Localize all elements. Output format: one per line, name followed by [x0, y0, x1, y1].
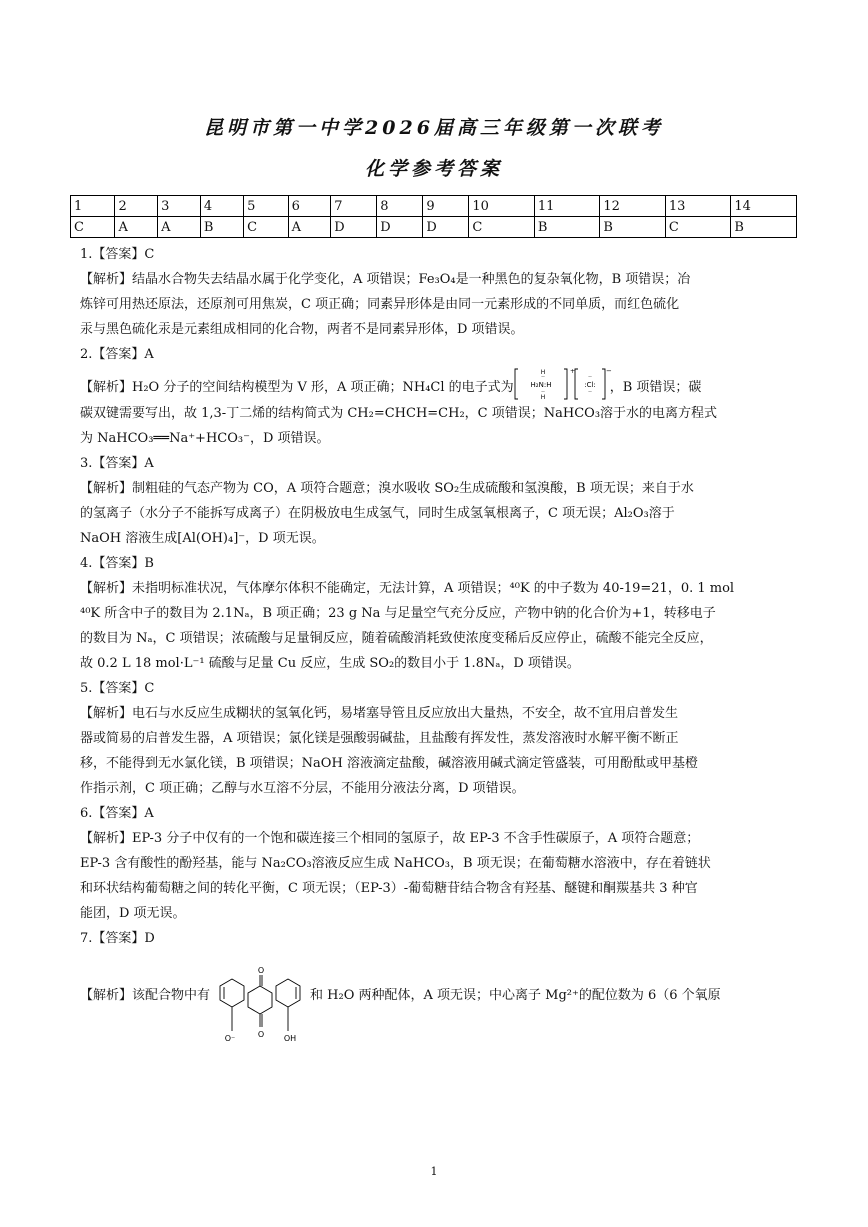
explanation-line: 移，不能得到无水氯化镁，B 项错误；NaOH 溶液滴定盐酸，碱溶液用碱式滴定管盛装，可用酚酞或甲基橙	[80, 756, 698, 771]
svg-text:··: ··	[540, 389, 545, 396]
answer-table-answer-row	[71, 217, 797, 238]
explanation-line: 和环状结构葡萄糖之间的转化平衡，C 项无误；（EP-3）-葡萄糖苷结合物含有羟基、醚键和酮羰基共 3 种官	[80, 881, 698, 896]
answer-item-1	[80, 242, 793, 342]
table-cell: B	[731, 217, 797, 238]
table-cell: C	[244, 217, 288, 238]
cl-label: :Cl:	[583, 381, 596, 389]
table-cell: 3	[158, 196, 201, 217]
explanation-line: 的数目为 Nₐ，C 项错误；浓硫酸与足量铜反应，随着硫酸消耗致使浓度变稀后反应停止，硫酸不能完全反应，	[80, 631, 713, 646]
table-cell: 12	[600, 196, 666, 217]
answer-heading: 3.【答案】A	[80, 456, 154, 471]
phenoxide-oxygen: O⁻	[224, 1034, 236, 1043]
page-subtitle: 化学参考答案	[364, 158, 503, 180]
svg-text:··: ··	[587, 374, 592, 381]
table-cell: 9	[423, 196, 469, 217]
carbonyl-oxygen-bottom: O	[257, 1030, 265, 1039]
answer-heading: 4.【答案】B	[80, 556, 154, 571]
table-cell: C	[469, 217, 535, 238]
table-cell: 5	[244, 196, 288, 217]
table-cell: 13	[665, 196, 731, 217]
explanation-line: 【解析】EP-3 分子中仅有的一个饱和碳连接三个相同的氢原子，故 EP-3 不含手性碳原子，A 项符合题意；	[80, 831, 700, 846]
explanation-line: 【解析】未指明标准状况，气体摩尔体积不能确定，无法计算，A 项错误；⁴⁰K 的中子数为 40-19=21，0. 1 mol	[80, 581, 735, 596]
answer-item-4	[80, 551, 793, 676]
answer-item-3	[80, 451, 793, 551]
svg-text:··: ··	[540, 374, 545, 381]
answer-heading: 2.【答案】A	[80, 347, 154, 362]
anthraquinone-ligand-structure	[210, 965, 310, 1059]
page-number: 1	[430, 1165, 438, 1178]
explanation-text: ，B 项错误；碳	[609, 380, 702, 395]
answer-table-number-row	[71, 196, 797, 217]
carbonyl-oxygen-top: O	[257, 966, 265, 975]
table-cell: 4	[200, 196, 243, 217]
explanation-line: NaOH 溶液生成[Al(OH)₄]⁻，D 项无误。	[80, 531, 325, 546]
explanation-line: 作指示剂，C 项正确；乙醇与水互溶不分层，不能用分液法分离，D 项错误。	[80, 781, 525, 796]
svg-text:H: H	[540, 369, 545, 376]
svg-text:H: H	[540, 394, 545, 401]
explanation-line: 故 0.2 L 18 mol·L⁻¹ 硫酸与足量 Cu 反应，生成 SO₂的数目小于 1.8Nₐ，D 项错误。	[80, 656, 580, 671]
explanation-text: 【解析】该配合物中有	[80, 988, 211, 1003]
table-cell: 6	[288, 196, 331, 217]
nh4cl-electron-formula	[514, 367, 610, 401]
hydroxyl-group: OH	[283, 1034, 297, 1043]
answer-heading: 5.【答案】C	[80, 681, 155, 696]
table-cell: B	[534, 217, 600, 238]
table-cell: A	[115, 217, 158, 238]
table-cell: A	[158, 217, 201, 238]
explanation-line: 为 NaHCO₃══Na⁺+HCO₃⁻，D 项错误。	[80, 431, 330, 446]
answer-item-6	[80, 801, 793, 926]
svg-text:+: +	[569, 368, 575, 375]
explanation-line	[80, 965, 793, 1059]
table-cell: D	[423, 217, 469, 238]
table-cell: C	[71, 217, 115, 238]
table-cell: D	[377, 217, 423, 238]
table-cell: A	[288, 217, 331, 238]
explanation-line: 【解析】制粗硅的气态产物为 CO，A 项符合题意；溴水吸收 SO₂生成硫酸和氢溴酸，B 项无误；来自于水	[80, 481, 694, 496]
answer-heading: 7.【答案】D	[80, 931, 155, 946]
explanation-line: 的氢离子（水分子不能拆写成离子）在阴极放电生成氢气，同时生成氢氧根离子，C 项无误；Al₂O₃溶于	[80, 506, 675, 521]
explanation-line: 炼锌可用热还原法，还原剂可用焦炭，C 项正确；同素异形体是由同一元素形成的不同单质，而红色硫化	[80, 297, 680, 312]
explanation-text: 和 H₂O 两种配体，A 项无误；中心离子 Mg²⁺的配位数为 6（6 个氧原	[310, 988, 721, 1003]
answer-heading: 1.【答案】C	[80, 247, 155, 262]
table-cell: 2	[115, 196, 158, 217]
answer-item-5	[80, 676, 793, 801]
explanation-text: 【解析】H₂O 分子的空间结构模型为 V 形，A 项正确；NH₄Cl 的电子式为	[80, 380, 514, 395]
explanation-line: 【解析】电石与水反应生成糊状的氢氧化钙，易堵塞导管且反应放出大量热，不安全，故不宜用启普发生	[80, 706, 679, 721]
answer-heading: 6.【答案】A	[80, 806, 154, 821]
table-cell: 7	[331, 196, 377, 217]
explanation-line: 能团，D 项无误。	[80, 906, 186, 921]
explanations	[80, 242, 793, 1059]
explanation-line: 器或简易的启普发生器，A 项错误；氯化镁是强酸弱碱盐，且盐酸有挥发性，蒸发溶液时水解平衡不断正	[80, 731, 679, 746]
table-cell: 10	[469, 196, 535, 217]
table-cell: 11	[534, 196, 600, 217]
table-cell: B	[200, 217, 243, 238]
answer-table	[70, 195, 797, 238]
svg-text:−: −	[605, 367, 612, 375]
explanation-line: EP-3 含有酸性的酚羟基，能与 Na₂CO₃溶液反应生成 NaHCO₃，B 项无误；在葡萄糖水溶液中，存在着链状	[80, 856, 711, 871]
explanation-line: 碳双键需要写出，故 1,3-丁二烯的结构简式为 CH₂=CHCH=CH₂，C 项错误；NaHCO₃溶于水的电离方程式	[80, 406, 718, 421]
explanation-line: 【解析】结晶水合物失去结晶水属于化学变化，A 项错误；Fe₃O₄是一种黑色的复杂氧化物，B 项错误；冶	[80, 272, 691, 287]
table-cell: 8	[377, 196, 423, 217]
table-cell: B	[600, 217, 666, 238]
nh4-label: H₂N:H	[530, 381, 552, 389]
answer-item-2	[80, 342, 793, 451]
table-cell: 1	[71, 196, 115, 217]
explanation-line: ⁴⁰K 所含中子的数目为 2.1Nₐ，B 项正确；23 g Na 与足量空气充分反应，产物中钠的化合价为+1，转移电子	[80, 606, 716, 621]
explanation-line	[80, 367, 793, 401]
table-cell: C	[665, 217, 731, 238]
page-title: 昆明市第一中学2026届高三年级第一次联考	[204, 117, 664, 139]
answer-item-7	[80, 926, 793, 1059]
table-cell: 14	[731, 196, 797, 217]
explanation-line: 汞与黑色硫化汞是元素组成相同的化合物，两者不是同素异形体，D 项错误。	[80, 322, 524, 337]
svg-text:··: ··	[587, 389, 592, 396]
table-cell: D	[331, 217, 377, 238]
